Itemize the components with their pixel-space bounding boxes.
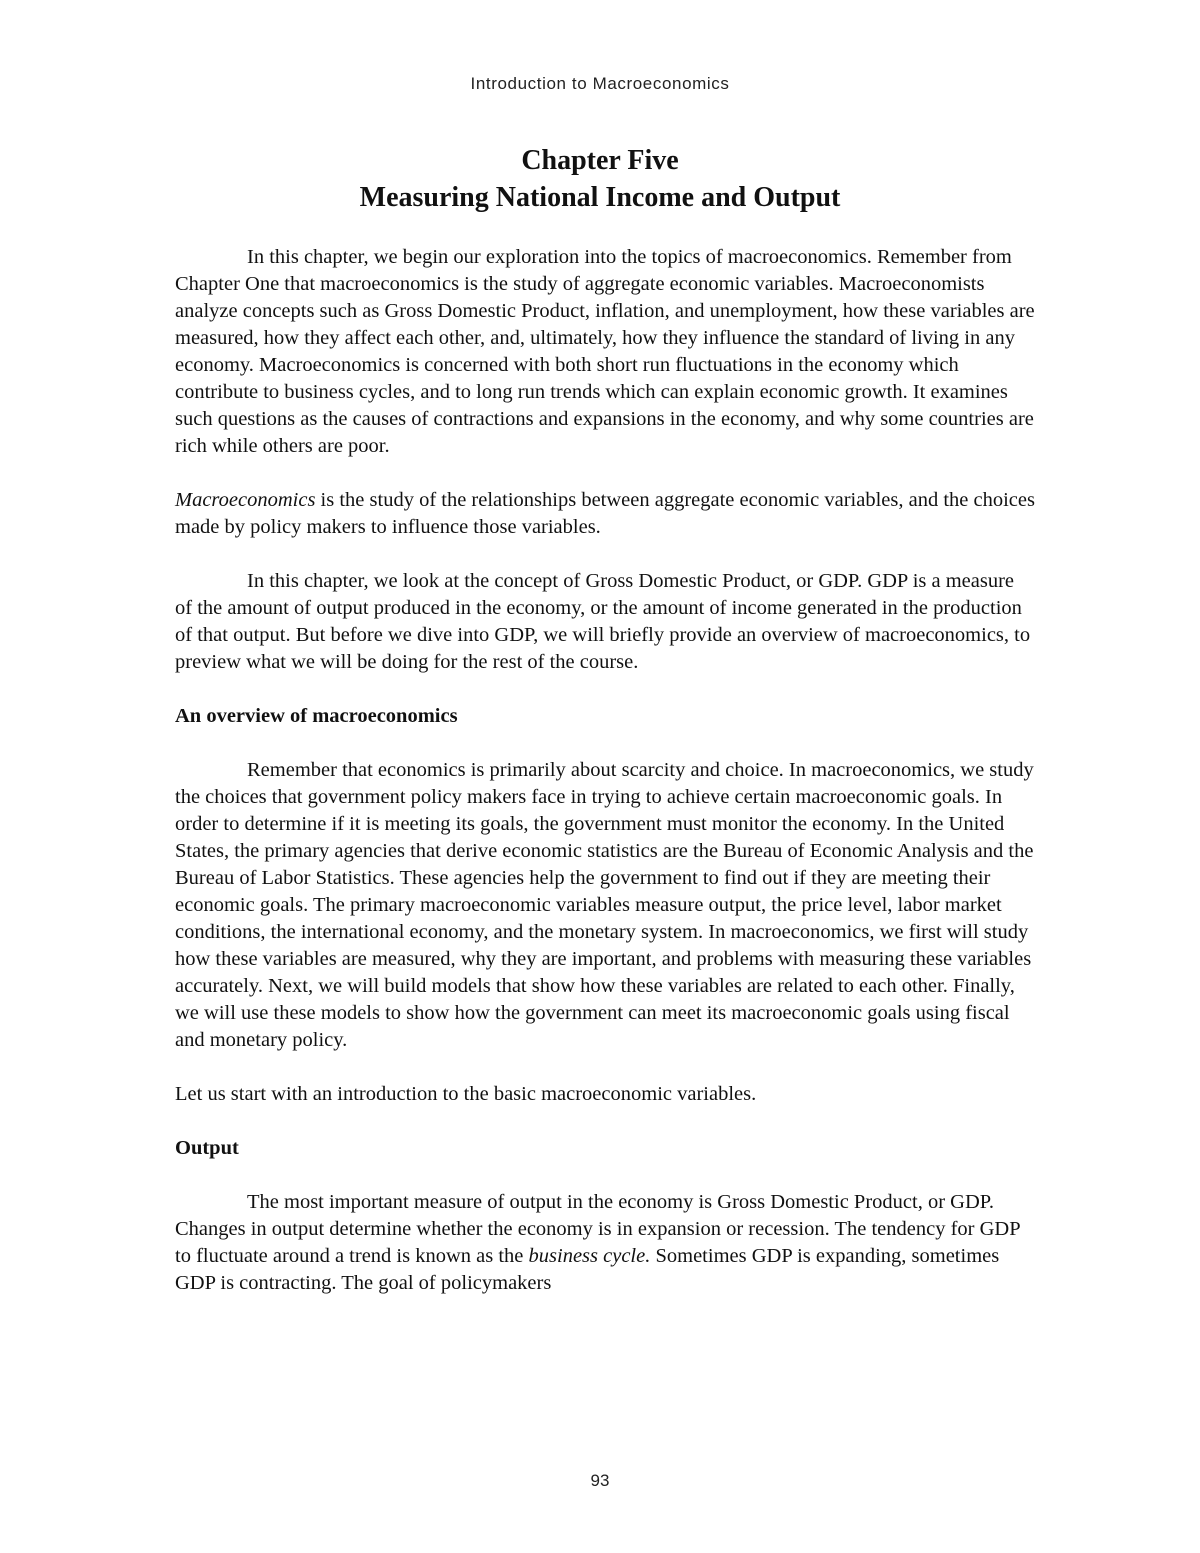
output-heading: Output [175, 1137, 239, 1159]
chapter-number: Chapter Five [521, 145, 679, 176]
business-cycle-term: business cycle. [528, 1245, 651, 1267]
output-text-before: The most important measure of output in the economy is Gross Domestic Product, or GDP. Changes in output determine whether the economy is in expansion or recession. The tendency for GDP to fluctuate around a trend is known as the [175, 1191, 1020, 1267]
definition-text: is the study of the relationships between aggregate economic variables, and the choices made by policy makers to influence those variables. [175, 489, 1035, 538]
intro-paragraph-1: In this chapter, we begin our exploration into the topics of macroeconomics. Remember from Chapter One that macroeconomics is the study of aggregate economic variables. Macroeconomists analyze concepts such as Gross Domestic Product, inflation, and unemployment, how these variables are measured, how they affect each other, and, ultimately, how they influence the standard of living in any economy. Macroeconomics is concerned with both short run fluctuations in the economy which contribute to business cycles, and to long run trends which can explain economic growth. It examines such questions as the causes of contractions and expansions in the economy, and why some countries are rich while others are poor. [175, 246, 1035, 457]
definition-term: Macroeconomics [175, 489, 316, 511]
chapter-title [0, 142, 1200, 216]
overview-paragraph-1: Remember that economics is primarily about scarcity and choice. In macroeconomics, we study the choices that government policy makers face in trying to achieve certain macroeconomic goals. In order to determine if it is meeting its goals, the government must monitor the economy. In the United States, the primary agencies that derive economic statistics are the Bureau of Economic Analysis and the Bureau of Labor Statistics. These agencies help the government to find out if they are meeting their economic goals. The primary macroeconomic variables measure output, the price level, labor market conditions, the international economy, and the monetary system. In macroeconomics, we first will study how these variables are measured, why they are important, and problems with measuring these variables accurately. Next, we will build models that show how these variables are related to each other. Finally, we will use these models to show how the government can meet its macroeconomic goals using fiscal and monetary policy. [175, 759, 1034, 1051]
page-number: 93 [590, 1471, 610, 1490]
page-body [175, 244, 1035, 1324]
intro-paragraph-2: In this chapter, we look at the concept of Gross Domestic Product, or GDP. GDP is a measure of the amount of output produced in the economy, or the amount of income generated in the production of that output. But before we dive into GDP, we will briefly provide an overview of macroeconomics, to preview what we will be doing for the rest of the course. [175, 570, 1031, 673]
definition-paragraph [175, 487, 1035, 541]
output-paragraph-1 [175, 1189, 1035, 1297]
overview-heading: An overview of macroeconomics [175, 705, 458, 727]
output-text-after: Sometimes GDP is expanding, sometimes GDP is contracting. The goal of policymakers [175, 1245, 1000, 1294]
overview-paragraph-2: Let us start with an introduction to the basic macroeconomic variables. [175, 1083, 757, 1105]
running-header: Introduction to Macroeconomics [470, 74, 730, 93]
chapter-name: Measuring National Income and Output [359, 182, 841, 213]
